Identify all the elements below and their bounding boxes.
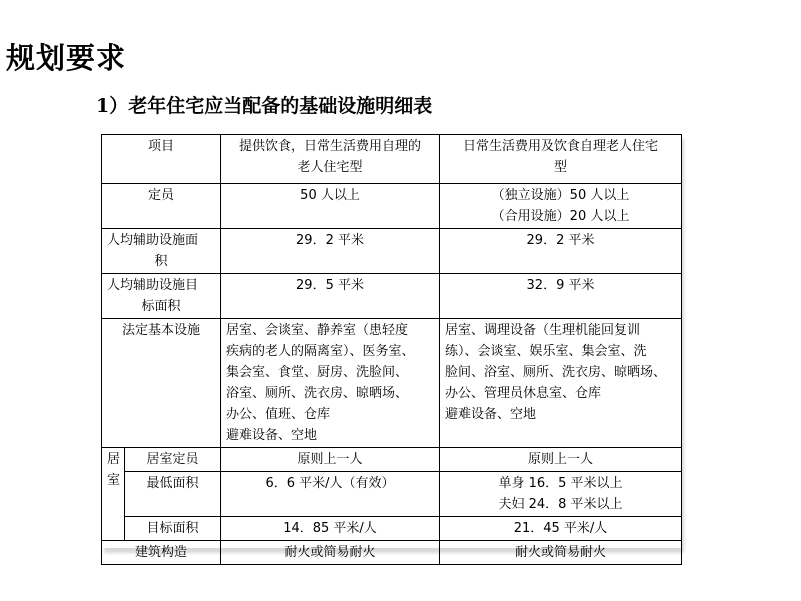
row-room-min-col2: 6．6 平米/人（有效） bbox=[221, 472, 440, 517]
table-row-aux-area bbox=[102, 229, 682, 274]
header-type-a bbox=[221, 135, 440, 184]
row-room-min-col3 bbox=[440, 472, 682, 517]
row-aux-area-col3: 29．2 平米 bbox=[440, 229, 682, 274]
row-legal-col2 bbox=[221, 319, 440, 448]
header-type-b bbox=[440, 135, 682, 184]
header-item: 项目 bbox=[102, 135, 221, 184]
row-structure-col3: 耐火或简易耐火 bbox=[440, 541, 682, 565]
row-aux-target-label-line-2: 标面积 bbox=[141, 299, 181, 314]
page-title: 规划要求 bbox=[6, 41, 127, 75]
table-row-room-min bbox=[102, 472, 682, 517]
row-quota-label: 定员 bbox=[102, 184, 221, 229]
room-group-label bbox=[102, 448, 125, 541]
row-room-quota-col2: 原则上一人 bbox=[221, 448, 440, 472]
row-aux-target-label-line-1: 人均辅助设施目 bbox=[107, 278, 199, 293]
row-legal-col2-line-6: 避难设备、空地 bbox=[226, 428, 318, 443]
row-quota-col3 bbox=[440, 184, 682, 229]
row-aux-area-label-line-2: 积 bbox=[154, 254, 168, 269]
row-aux-target-label bbox=[102, 274, 221, 319]
row-legal-col3-line-5: 避难设备、空地 bbox=[445, 407, 537, 422]
facility-table-container bbox=[101, 134, 681, 560]
row-legal-col2-line-3: 集会室、食堂、厨房、洗脸间、 bbox=[226, 365, 409, 380]
table-row-aux-target bbox=[102, 274, 682, 319]
row-room-quota-col3: 原则上一人 bbox=[440, 448, 682, 472]
room-group-label-line-2: 室 bbox=[107, 473, 121, 488]
row-room-target-col3: 21．45 平米/人 bbox=[440, 517, 682, 541]
row-room-min-col3-line-2: 夫妇 24．8 平米以上 bbox=[498, 497, 623, 512]
row-legal-col2-line-1: 居室、会谈室、静养室（患轻度 bbox=[226, 323, 409, 338]
row-quota-col3-line-2: （合用设施）20 人以上 bbox=[491, 209, 630, 224]
row-legal-col3-line-3: 脸间、浴室、厕所、洗衣房、晾晒场、 bbox=[445, 365, 667, 380]
header-type-b-line-1: 日常生活费用及饮食自理老人住宅 bbox=[463, 139, 659, 154]
row-room-quota-label: 居室定员 bbox=[125, 448, 221, 472]
row-legal-col2-line-4: 浴室、厕所、洗衣房、晾晒场、 bbox=[226, 386, 409, 401]
row-quota-col2: 50 人以上 bbox=[221, 184, 440, 229]
row-room-min-label: 最低面积 bbox=[125, 472, 221, 517]
row-aux-area-label bbox=[102, 229, 221, 274]
row-legal-col2-line-5: 办公、值班、仓库 bbox=[226, 407, 331, 422]
row-aux-target-col2: 29．5 平米 bbox=[221, 274, 440, 319]
table-row-quota bbox=[102, 184, 682, 229]
row-legal-col3-line-4: 办公、管理员休息室、仓库 bbox=[445, 386, 602, 401]
row-room-min-col3-line-1: 单身 16．5 平米以上 bbox=[498, 476, 623, 491]
row-legal-col3-line-1: 居室、调理设备（生理机能回复训 bbox=[445, 323, 641, 338]
room-group-label-line-1: 居 bbox=[107, 452, 121, 467]
row-structure-label: 建筑构造 bbox=[102, 541, 221, 565]
row-legal-col2-line-2: 疾病的老人的隔离室）、医务室、 bbox=[226, 344, 415, 359]
table-row-legal bbox=[102, 319, 682, 448]
row-quota-col3-line-1: （独立设施）50 人以上 bbox=[491, 188, 630, 203]
facility-table bbox=[101, 134, 682, 565]
row-structure-col2: 耐火或简易耐火 bbox=[221, 541, 440, 565]
row-aux-area-col2: 29．2 平米 bbox=[221, 229, 440, 274]
header-type-a-line-2: 老人住宅型 bbox=[297, 160, 363, 175]
header-type-a-line-1: 提供饮食，日常生活费用自理的 bbox=[239, 139, 422, 154]
table-row-room-quota bbox=[102, 448, 682, 472]
table-row-room-target bbox=[102, 517, 682, 541]
header-type-b-line-2: 型 bbox=[554, 160, 568, 175]
row-aux-target-col3: 32．9 平米 bbox=[440, 274, 682, 319]
row-room-target-col2: 14．85 平米/人 bbox=[221, 517, 440, 541]
table-header-row bbox=[102, 135, 682, 184]
row-legal-col3-line-2: 练）、会谈室、娱乐室、集会室、洗 bbox=[445, 344, 647, 359]
row-legal-col3 bbox=[440, 319, 682, 448]
table-caption: 1）老年住宅应当配备的基础设施明细表 bbox=[96, 95, 433, 117]
row-aux-area-label-line-1: 人均辅助设施面 bbox=[107, 233, 199, 248]
table-row-structure bbox=[102, 541, 682, 565]
row-legal-label: 法定基本设施 bbox=[102, 319, 221, 448]
row-room-target-label: 目标面积 bbox=[125, 517, 221, 541]
